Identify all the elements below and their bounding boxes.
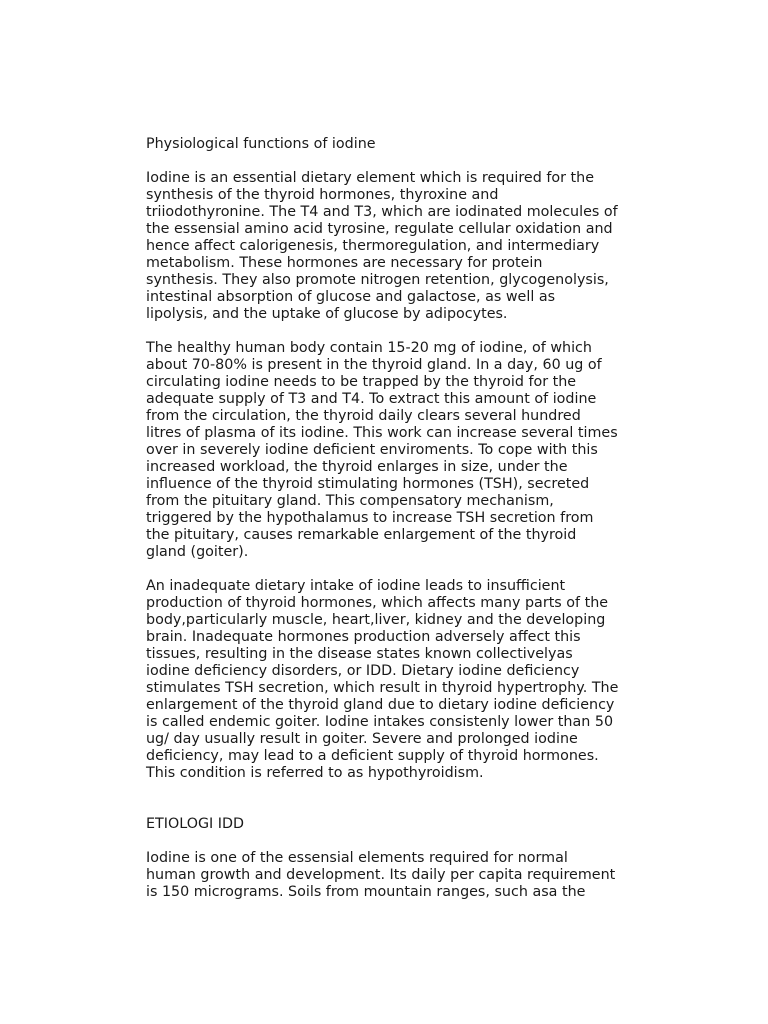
text-line: iodine deficiency disorders, or IDD. Dietary iodine deficiency — [146, 663, 580, 679]
text-line: triggered by the hypothalamus to increase TSH secretion from — [146, 510, 594, 526]
text-line: gland (goiter). — [146, 544, 249, 560]
text-line: tissues, resulting in the disease states known collectivelyas — [146, 646, 573, 662]
text-line: is called endemic goiter. Iodine intakes consistenly lower than 50 — [146, 714, 614, 730]
text-line: is 150 micrograms. Soils from mountain ranges, such asa the — [146, 884, 586, 900]
text-line: stimulates TSH secretion, which result in thyroid hypertrophy. The — [146, 680, 619, 696]
text-line: The healthy human body contain 15-20 mg of iodine, of which — [146, 340, 592, 356]
text-line: the essensial amino acid tyrosine, regulate cellular oxidation and — [146, 221, 613, 237]
text-line: This condition is referred to as hypothyroidism. — [146, 765, 484, 781]
text-line: synthesis of the thyroid hormones, thyroxine and — [146, 187, 499, 203]
text-line: ug/ day usually result in goiter. Severe and prolonged iodine — [146, 731, 578, 747]
text-line: litres of plasma of its iodine. This work can increase several times — [146, 425, 618, 441]
text-line: hence affect calorigenesis, thermoregulation, and intermediary — [146, 238, 600, 254]
document-title: Physiological functions of iodine — [146, 136, 376, 152]
text-line: enlargement of the thyroid gland due to dietary iodine deficiency — [146, 697, 615, 713]
text-line: An inadequate dietary intake of iodine leads to insufficient — [146, 578, 566, 594]
text-line: synthesis. They also promote nitrogen retention, glycogenolysis, — [146, 272, 609, 288]
text-line: metabolism. These hormones are necessary for protein — [146, 255, 543, 271]
section-heading: ETIOLOGI IDD — [146, 816, 245, 832]
text-line: adequate supply of T3 and T4. To extract this amount of iodine — [146, 391, 597, 407]
text-line: circulating iodine needs to be trapped by the thyroid for the — [146, 374, 577, 390]
text-line: from the pituitary gland. This compensatory mechanism, — [146, 493, 554, 509]
text-line: triiodothyronine. The T4 and T3, which are iodinated molecules of — [146, 204, 618, 220]
text-line: from the circulation, the thyroid daily clears several hundred — [146, 408, 581, 424]
paragraph-4 — [146, 850, 666, 901]
text-line: increased workload, the thyroid enlarges in size, under the — [146, 459, 568, 475]
text-line: Iodine is an essential dietary element which is required for the — [146, 170, 595, 186]
text-line: deficiency, may lead to a deficient supply of thyroid hormones. — [146, 748, 599, 764]
text-line: brain. Inadequate hormones production adversely affect this — [146, 629, 581, 645]
text-line: about 70-80% is present in the thyroid gland. In a day, 60 ug of — [146, 357, 602, 373]
text-line: intestinal absorption of glucose and galactose, as well as — [146, 289, 556, 305]
text-line: human growth and development. Its daily per capita requirement — [146, 867, 616, 883]
paragraph-2 — [146, 340, 666, 561]
text-line: the pituitary, causes remarkable enlargement of the thyroid — [146, 527, 577, 543]
text-line: Iodine is one of the essensial elements required for normal — [146, 850, 568, 866]
text-line: production of thyroid hormones, which affects many parts of the — [146, 595, 609, 611]
text-line: lipolysis, and the uptake of glucose by adipocytes. — [146, 306, 508, 322]
paragraph-1 — [146, 170, 666, 323]
text-line: over in severely iodine deficient enviroments. To cope with this — [146, 442, 598, 458]
text-line: body,particularly muscle, heart,liver, kidney and the developing — [146, 612, 606, 628]
paragraph-3 — [146, 578, 666, 782]
document-body — [146, 136, 666, 918]
text-line: influence of the thyroid stimulating hormones (TSH), secreted — [146, 476, 590, 492]
